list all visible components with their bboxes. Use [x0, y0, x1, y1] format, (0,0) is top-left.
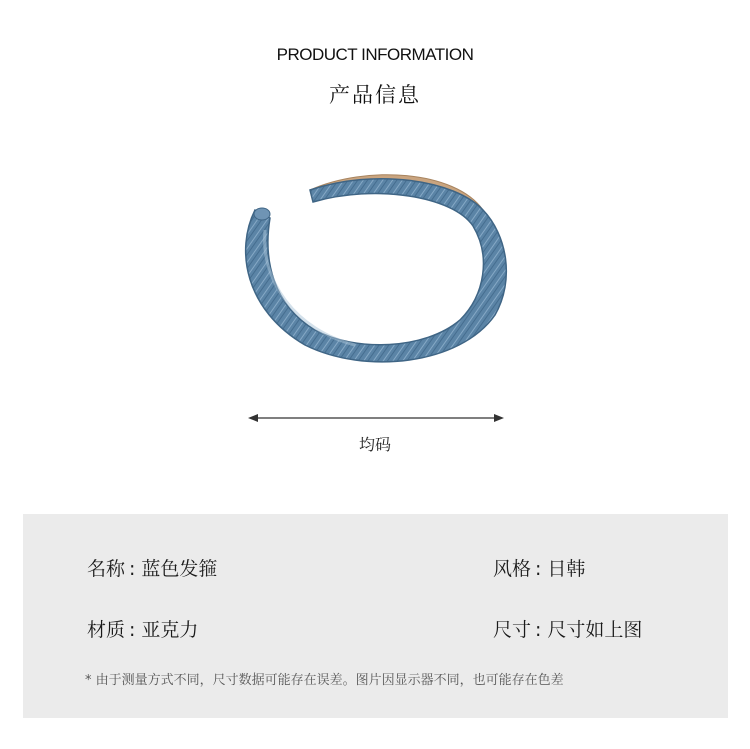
page-title-cn: 产品信息 — [329, 83, 421, 107]
spec-style-label: 风格 — [493, 558, 532, 580]
spec-name — [87, 554, 217, 581]
spec-material-sep: : — [129, 619, 136, 641]
spec-dimensions-value: 尺寸如上图 — [547, 619, 643, 641]
size-arrow-icon — [248, 410, 504, 426]
disclaimer-text: * 由于测量方式不同，尺寸数据可能存在误差。图片因显示器不同，也可能存在色差 — [85, 673, 564, 688]
spec-material-value: 亚克力 — [141, 619, 199, 641]
spec-name-sep: : — [129, 558, 136, 580]
spec-style — [493, 554, 585, 581]
spec-panel — [23, 514, 728, 718]
spec-material-label: 材质 — [87, 619, 126, 641]
page-title-en: PRODUCT INFORMATION — [276, 45, 474, 64]
spec-material — [87, 615, 198, 642]
spec-dimensions-label: 尺寸 — [493, 619, 532, 641]
spec-name-label: 名称 — [87, 558, 126, 580]
size-label: 均码 — [358, 435, 391, 454]
spec-style-sep: : — [535, 558, 542, 580]
spec-dimensions — [493, 615, 642, 642]
spec-dimensions-sep: : — [535, 619, 542, 641]
headband-illustration — [215, 140, 535, 390]
spec-style-value: 日韩 — [547, 558, 586, 580]
spec-name-value: 蓝色发箍 — [141, 558, 218, 580]
